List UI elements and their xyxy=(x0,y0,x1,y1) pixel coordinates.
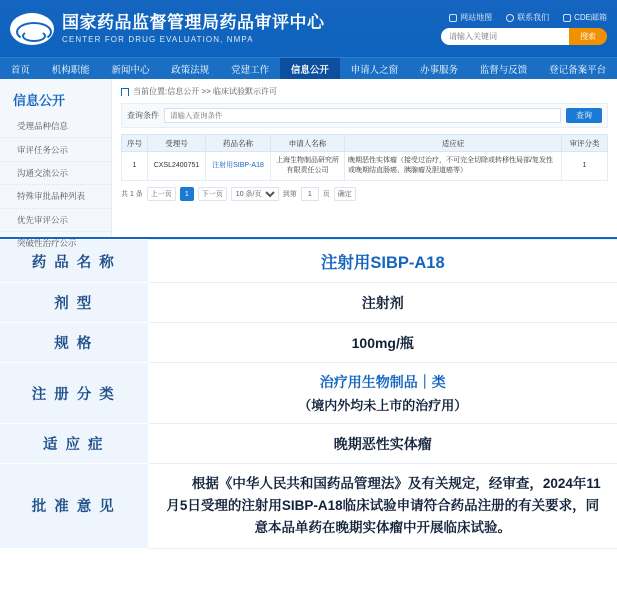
detail-row-specification xyxy=(0,323,617,363)
nav-item-party[interactable]: 党建工作 xyxy=(231,64,270,76)
detail-value-approval-opinion: 根据《中华人民共和国药品管理法》及有关规定，经审查，2024年11月5日受理的注射用SIBP-A18临床试验申请符合药品注册的有关要求，同意本品单药在晚期实体瘤中开展临床试验。 xyxy=(148,464,617,549)
nav-item-functions[interactable]: 机构职能 xyxy=(51,64,90,76)
search-button[interactable]: 搜索 xyxy=(569,28,607,45)
pagination-prev[interactable]: 上一页 xyxy=(147,187,176,201)
mail-icon xyxy=(563,14,571,22)
header-search xyxy=(441,28,607,45)
detail-label-approval-opinion: 批 准 意 见 xyxy=(0,464,148,549)
detail-row-registration-class xyxy=(0,363,617,424)
detail-value-indication-cell xyxy=(148,424,617,464)
nav-item-info-disclosure[interactable]: 信息公开 xyxy=(280,58,340,79)
detail-value-drug-name: 注射用SIBP-A18 xyxy=(320,254,445,272)
sidebar-item-review-tasks[interactable]: 审评任务公示 xyxy=(0,137,111,160)
detail-row-indication xyxy=(0,424,617,464)
drug-detail-card xyxy=(0,237,617,549)
contact-icon xyxy=(506,14,514,22)
sidebar-item-communication[interactable]: 沟通交流公示 xyxy=(0,161,111,184)
detail-value-registration-class-cell xyxy=(148,363,617,424)
pagination-next[interactable]: 下一页 xyxy=(198,187,227,201)
header-link-mail-label: CDE邮箱 xyxy=(574,13,607,22)
detail-row-dosage-form xyxy=(0,283,617,323)
pagination-page-1[interactable]: 1 xyxy=(180,187,194,201)
pagination-page-size-select[interactable] xyxy=(231,187,279,201)
sidebar-item-special-approval[interactable]: 特殊审批品种列表 xyxy=(0,184,111,207)
sidebar-title: 信息公开 xyxy=(13,93,66,108)
home-icon xyxy=(121,88,129,96)
nav-item-applicant-window[interactable]: 申请人之窗 xyxy=(350,64,399,76)
site-title-cn: 国家药品监督管理局药品审评中心 xyxy=(62,12,325,32)
table-header-row xyxy=(122,135,608,152)
detail-label-registration-class: 注 册 分 类 xyxy=(0,363,148,424)
sidebar-item-breakthrough-therapy[interactable]: 突破性治疗公示 xyxy=(0,231,111,254)
table-row[interactable] xyxy=(122,152,608,181)
header-link-contact-label: 联系我们 xyxy=(517,13,550,22)
header-link-sitemap-label: 网站地图 xyxy=(460,13,493,22)
detail-value-specification-cell xyxy=(148,323,617,363)
pagination-confirm-button[interactable]: 确定 xyxy=(334,187,356,201)
header-links xyxy=(449,12,607,23)
nav-item-registration-platform[interactable]: 登记备案平台 xyxy=(549,64,607,76)
detail-row-approval-opinion xyxy=(0,464,617,549)
results-table xyxy=(121,134,608,181)
table-col-drug-name: 药品名称 xyxy=(206,135,271,152)
table-col-index: 序号 xyxy=(122,135,148,152)
detail-value-dosage-form-cell xyxy=(148,283,617,323)
table-col-acceptance-no: 受理号 xyxy=(148,135,206,152)
cell-indication: 晚期恶性实体瘤（接受过治疗，不可完全切除或转移性局部/复发性或晚期结直肠癌、胰腺瘤及胆道癌等） xyxy=(345,152,562,181)
table-col-indication: 适应症 xyxy=(345,135,562,152)
table-col-applicant: 申请人名称 xyxy=(271,135,345,152)
header-link-mail[interactable] xyxy=(563,12,607,23)
detail-label-drug-name: 药 品 名 称 xyxy=(0,240,148,283)
drug-detail-table xyxy=(0,239,617,549)
detail-value-specification: 100mg/瓶 xyxy=(351,334,414,351)
pagination-jump-input[interactable] xyxy=(301,187,319,201)
site-title-block xyxy=(62,13,325,45)
nav-item-services[interactable]: 办事服务 xyxy=(419,64,458,76)
detail-value-dosage-form: 注射剂 xyxy=(361,294,404,311)
detail-value-indication: 晚期恶性实体瘤 xyxy=(333,435,432,452)
page-body xyxy=(0,79,617,249)
query-input[interactable] xyxy=(164,108,561,123)
site-title-en: CENTER FOR DRUG EVALUATION, NMPA xyxy=(62,35,254,45)
nmpa-emblem-icon xyxy=(10,13,54,45)
header-link-sitemap[interactable] xyxy=(449,12,492,23)
sidebar xyxy=(0,79,112,249)
cell-drug-name[interactable]: 注射用SIBP-A18 xyxy=(206,152,271,181)
site-header xyxy=(0,0,617,57)
sidebar-item-accepted-varieties[interactable]: 受理品种信息 xyxy=(17,121,69,132)
cell-applicant: 上海生物制品研究所有限责任公司 xyxy=(271,152,345,181)
nav-item-news[interactable]: 新闻中心 xyxy=(111,64,150,76)
nav-item-supervision[interactable]: 监督与反馈 xyxy=(479,64,528,76)
pagination-jump-suffix: 页 xyxy=(322,191,330,199)
table-col-review-type: 审评分类 xyxy=(562,135,608,152)
detail-label-dosage-form: 剂 型 xyxy=(0,283,148,323)
sitemap-icon xyxy=(449,14,457,22)
pagination-jump-label: 到第 xyxy=(282,191,297,199)
nav-item-policy[interactable]: 政策法规 xyxy=(171,64,210,76)
header-right xyxy=(441,12,607,45)
detail-label-specification: 规 格 xyxy=(0,323,148,363)
content-area xyxy=(112,79,617,237)
nav-item-home[interactable]: 首页 xyxy=(10,64,30,76)
search-input[interactable] xyxy=(441,28,569,45)
detail-label-indication: 适 应 症 xyxy=(0,424,148,464)
header-link-contact[interactable] xyxy=(506,12,549,23)
breadcrumb xyxy=(121,86,608,103)
detail-value-drug-name-cell xyxy=(148,240,617,283)
sidebar-item-priority-review[interactable]: 优先审评公示 xyxy=(0,208,111,231)
pagination xyxy=(121,181,608,201)
cell-index: 1 xyxy=(122,152,148,181)
query-bar xyxy=(121,103,608,128)
detail-value-registration-class-note: （境内外均未上市的治疗用） xyxy=(298,398,468,413)
query-button[interactable]: 查询 xyxy=(566,108,602,123)
pagination-total: 共 1 条 xyxy=(121,191,143,199)
cell-review-type: 1 xyxy=(562,152,608,181)
breadcrumb-text: 当前位置:信息公开 >> 临床试验默示许可 xyxy=(133,87,278,96)
main-nav xyxy=(0,57,617,79)
cell-acceptance-no: CXSL2400751 xyxy=(148,152,206,181)
detail-value-registration-class: 治疗用生物制品｜类 xyxy=(319,374,446,390)
query-label: 查询条件 xyxy=(127,111,159,120)
